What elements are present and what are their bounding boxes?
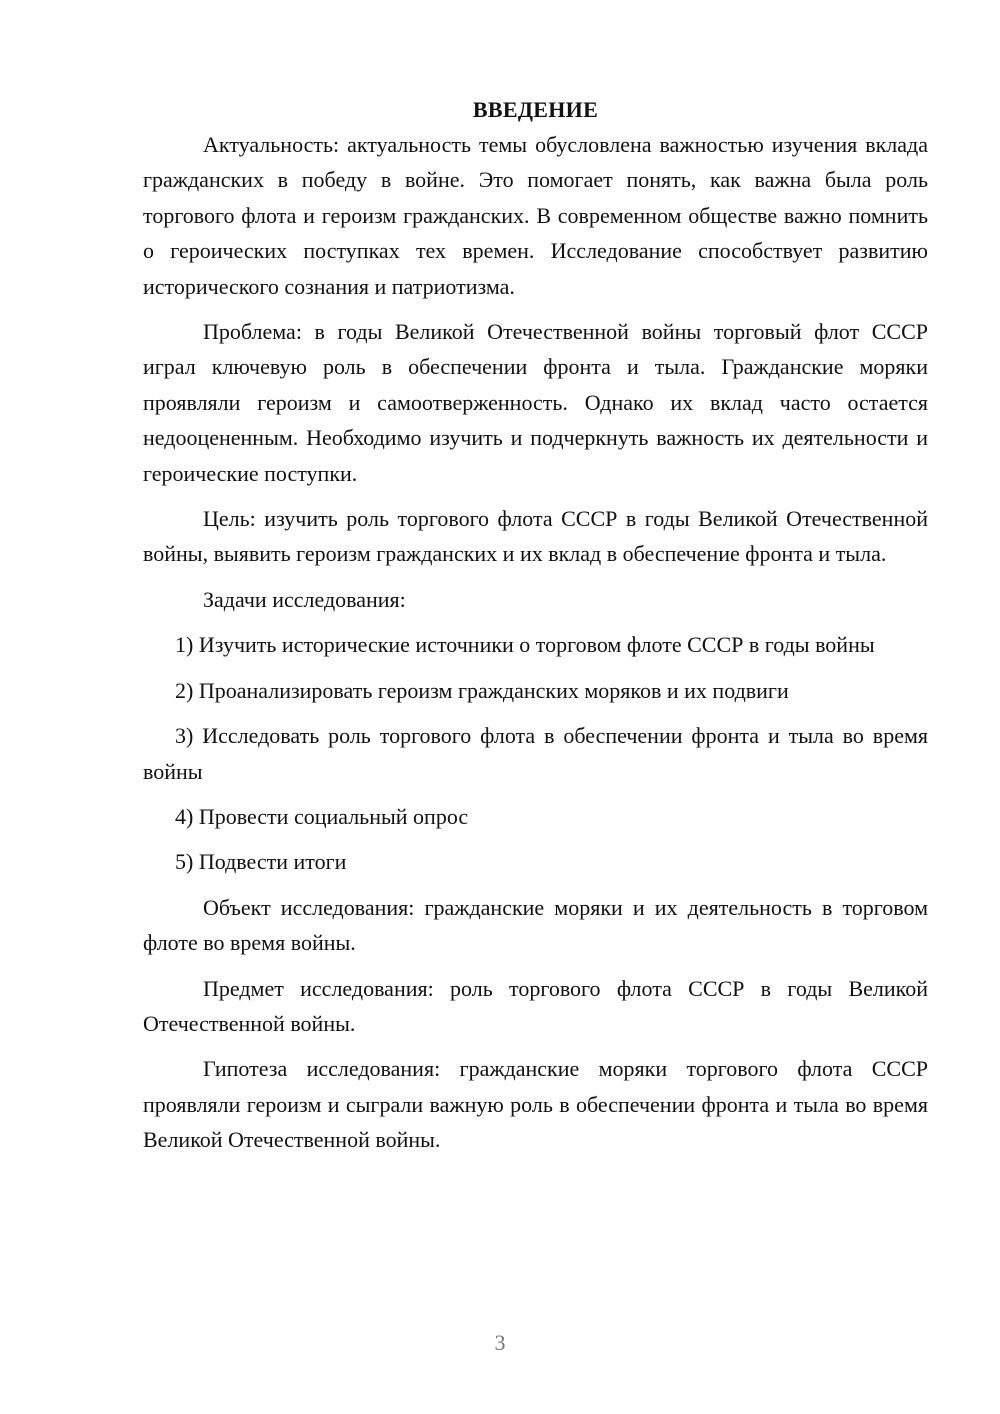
task-item-4: 4) Провести социальный опрос — [175, 803, 469, 829]
paragraph-problem: Проблема: в годы Великой Отечественной войны торговый флот СССР играл ключевую роль в обеспечении фронта и тыла. Гражданские моряки проявляли героизм и самоотверженность. Однако их вклад часто остается недооцененным. Необходимо изучить и подчеркнуть важность их деятельности и героические поступки. — [143, 319, 928, 486]
paragraph-hypothesis: Гипотеза исследования: гражданские моряки торгового флота СССР проявляли героизм и сыграли важную роль в обеспечении фронта и тыла во время Великой Отечественной войны. — [143, 1056, 928, 1153]
task-item-2: 2) Проанализировать героизм гражданских моряков и их подвиги — [175, 677, 789, 703]
paragraph-object: Объект исследования: гражданские моряки и их деятельность в торговом флоте во время войны. — [143, 894, 928, 956]
task-item-5: 5) Подвести итоги — [175, 849, 347, 875]
task-item-3: 3) Исследовать роль торгового флота в обеспечении фронта и тыла во время войны — [143, 723, 928, 784]
page-content — [143, 92, 928, 1168]
paragraph-subject: Предмет исследования: роль торгового флота СССР в годы Великой Отечественной войны. — [143, 975, 928, 1036]
paragraph-goal: Цель: изучить роль торгового флота СССР в годы Великой Отечественной войны, выявить героизм гражданских и их вклад в обеспечение фронта и тыла. — [143, 506, 928, 567]
tasks-heading: Задачи исследования: — [203, 586, 406, 612]
page-number: 3 — [494, 1330, 506, 1355]
paragraph-relevance: Актуальность: актуальность темы обусловлена важностью изучения вклада гражданских в победу в войне. Это помогает понять, как важна была роль торгового флота и героизм гражданских. В современном обществе важно помнить о героических поступках тех времен. Исследование способствует развитию исторического сознания и патриотизма. — [143, 132, 928, 299]
page-title: ВВЕДЕНИЕ — [472, 97, 599, 122]
task-item-1: 1) Изучить исторические источники о торговом флоте СССР в годы войны — [175, 632, 875, 658]
